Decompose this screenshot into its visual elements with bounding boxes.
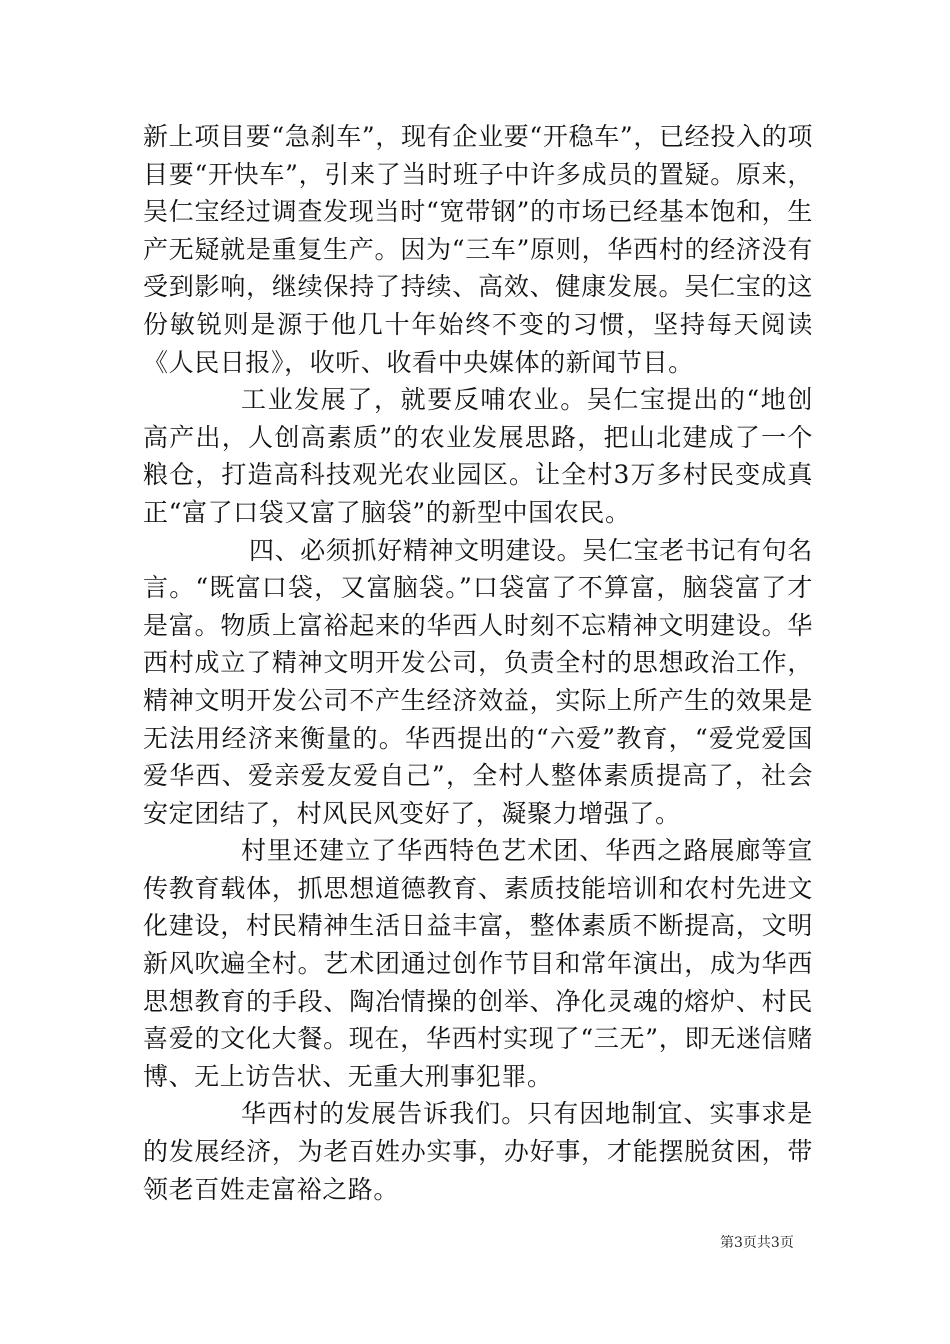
paragraph-2: 工业发展了，就要反哺农业。吴仁宝提出的“地创高产出，人创高素质”的农业发展思路，把山北建成了一个粮仓，打造高科技观光农业园区。让全村3万多村民变成真正“富了口袋又富了脑袋”的新型中国农民。 xyxy=(143,385,813,527)
document-body xyxy=(143,118,813,1208)
page-number-footer: 第3页共3页 xyxy=(720,1235,794,1251)
paragraph-3: 四、必须抓好精神文明建设。吴仁宝老书记有句名言。“既富口袋，又富脑袋。”口袋富了不算富，脑袋富了才是富。物质上富裕起来的华西人时刻不忘精神文明建设。华西村成立了精神文明开发公司，负责全村的思想政治工作，精神文明开发公司不产生经济效益，实际上所产生的效果是无法用经济来衡量的。华西提出的“六爱”教育，“爱党爱国爱华西、爱亲爱友爱自己”，全村人整体素质提高了，社会安定团结了，村风民风变好了，凝聚力增强了。 xyxy=(143,535,813,828)
paragraph-4: 村里还建立了华西特色艺术团、华西之路展廊等宣传教育载体，抓思想道德教育、素质技能培训和农村先进文化建设，村民精神生活日益丰富，整体素质不断提高，文明新风吹遍全村。艺术团通过创作节目和常年演出，成为华西思想教育的手段、陶冶情操的创举、净化灵魂的熔炉、村民喜爱的文化大餐。现在，华西村实现了“三无”，即无迷信赌博、无上访告状、无重大刑事犯罪。 xyxy=(143,836,813,1091)
paragraph-1: 新上项目要“急刹车”，现有企业要“开稳车”，已经投入的项目要“开快车”，引来了当时班子中许多成员的置疑。原来，吴仁宝经过调查发现当时“宽带钢”的市场已经基本饱和，生产无疑就是重复生产。因为“三车”原则，华西村的经济没有受到影响，继续保持了持续、高效、健康发展。吴仁宝的这份敏锐则是源于他几十年始终不变的习惯，坚持每天阅读《人民日报》，收听、收看中央媒体的新闻节目。 xyxy=(143,122,813,377)
paragraph-5: 华西村的发展告诉我们。只有因地制宜、实事求是的发展经济，为老百姓办实事，办好事，才能摆脱贫困，带领老百姓走富裕之路。 xyxy=(143,1099,813,1204)
